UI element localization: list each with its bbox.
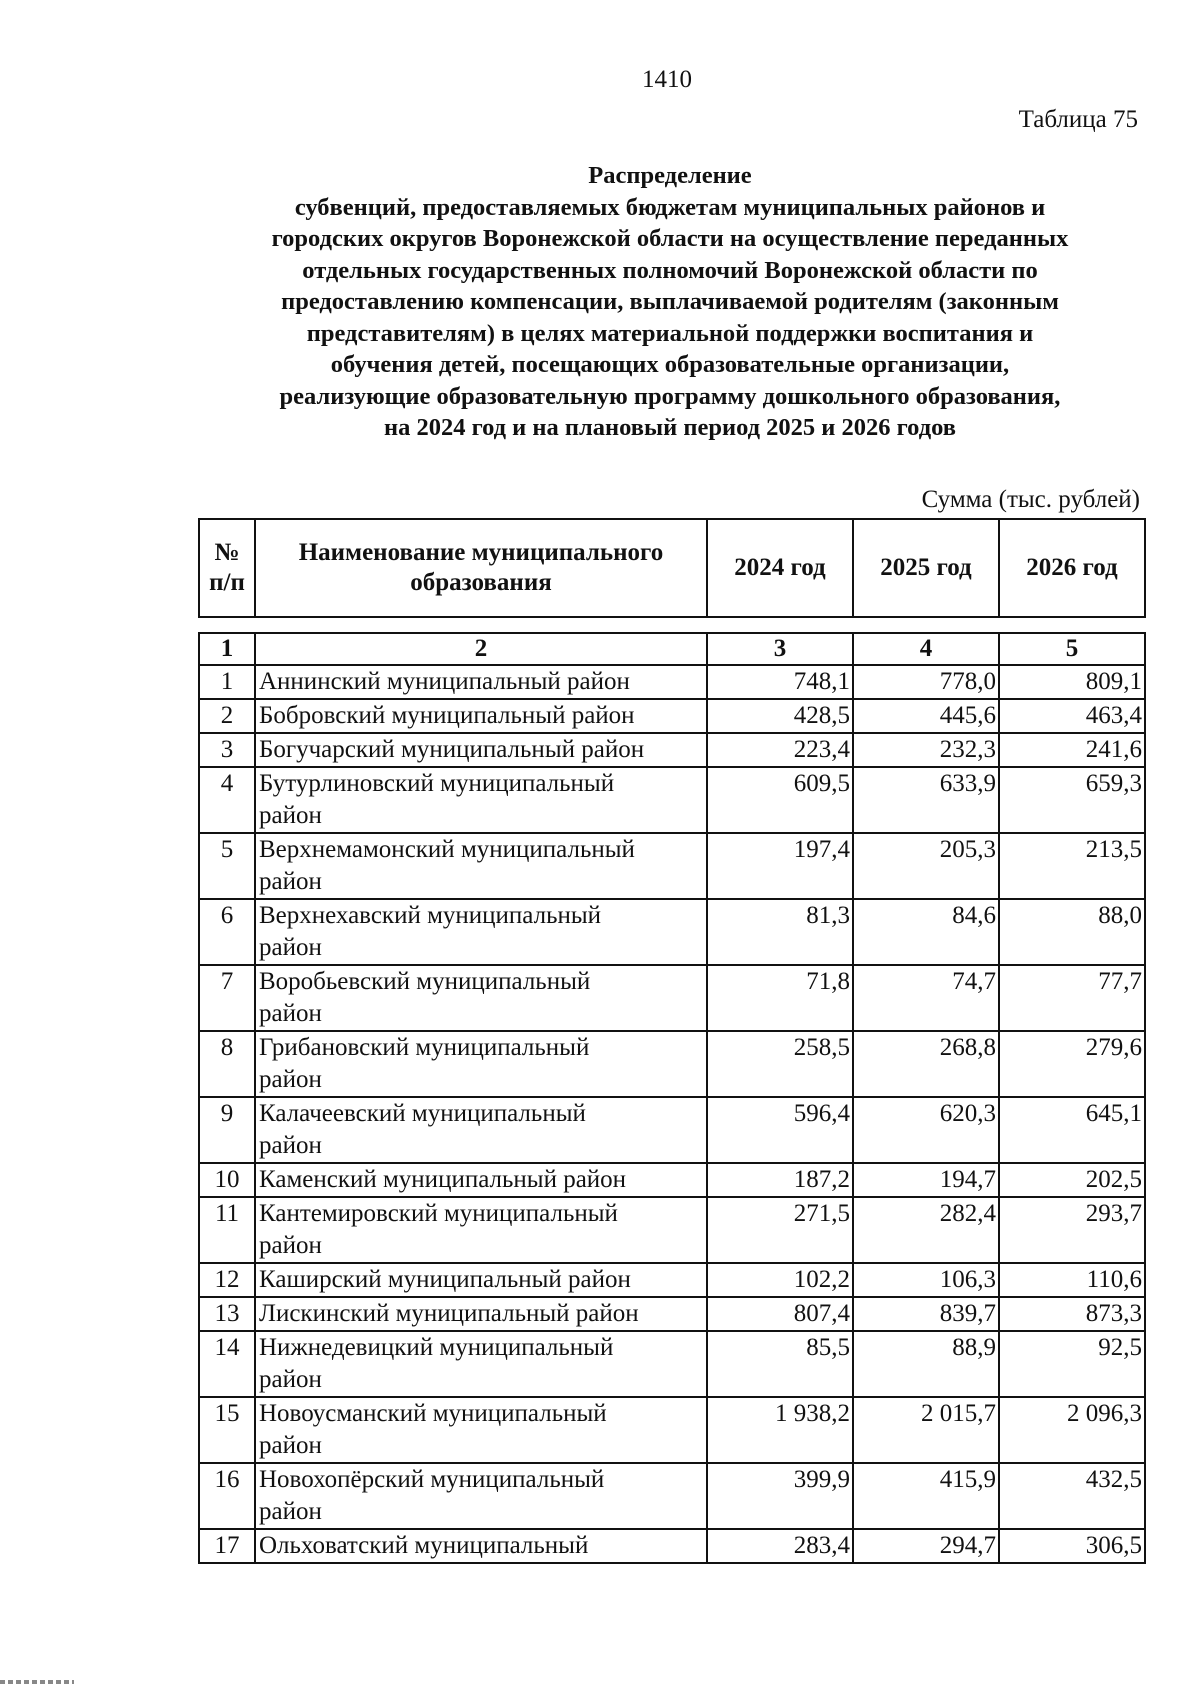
table-row bbox=[199, 1097, 1145, 1163]
header-2024: 2024 год bbox=[707, 519, 853, 617]
value-2025: 282,4 bbox=[853, 1197, 999, 1263]
municipality-name bbox=[255, 1097, 707, 1163]
title-line: представителям) в целях материальной поддержки воспитания и bbox=[306, 319, 1034, 347]
municipality-name bbox=[255, 1197, 707, 1263]
municipality-name-line1: Лискинский муниципальный район bbox=[259, 1300, 639, 1327]
value-2024: 258,5 bbox=[707, 1031, 853, 1097]
column-number: 2 bbox=[255, 633, 707, 665]
municipality-name-line2: район bbox=[259, 868, 322, 895]
municipality-name-line2: район bbox=[259, 802, 322, 829]
value-2024: 609,5 bbox=[707, 767, 853, 833]
value-2026: 202,5 bbox=[999, 1163, 1145, 1197]
municipality-name-line2: район bbox=[259, 1366, 322, 1393]
municipality-name-line2: район bbox=[259, 1066, 322, 1093]
row-number: 1 bbox=[199, 665, 255, 699]
value-2026: 306,5 bbox=[999, 1529, 1145, 1563]
column-number: 3 bbox=[707, 633, 853, 665]
municipality-name-line1: Верхнехавский муниципальный bbox=[259, 902, 602, 929]
header-row bbox=[199, 519, 1145, 617]
title-line: городских округов Воронежской области на осуществление переданных bbox=[271, 225, 1069, 252]
value-2026: 809,1 bbox=[999, 665, 1145, 699]
value-2024: 81,3 bbox=[707, 899, 853, 965]
table-row bbox=[199, 665, 1145, 699]
municipality-name bbox=[255, 1163, 707, 1197]
data-table bbox=[198, 632, 1146, 1564]
table-row bbox=[199, 1263, 1145, 1297]
title-line: отдельных государственных полномочий Воронежской области по bbox=[302, 256, 1038, 284]
municipality-name-line2: район bbox=[259, 934, 322, 961]
header-num-line2: п/п bbox=[209, 569, 245, 596]
table-row bbox=[199, 1463, 1145, 1529]
value-2026: 645,1 bbox=[999, 1097, 1145, 1163]
value-2024: 596,4 bbox=[707, 1097, 853, 1163]
table-row bbox=[199, 1197, 1145, 1263]
title-line: обучения детей, посещающих образовательные организации, bbox=[330, 351, 1010, 378]
municipality-name bbox=[255, 899, 707, 965]
value-2026: 873,3 bbox=[999, 1297, 1145, 1331]
value-2024: 428,5 bbox=[707, 699, 853, 733]
table-header bbox=[198, 518, 1146, 618]
value-2026: 2 096,3 bbox=[999, 1397, 1145, 1463]
title-line: реализующие образовательную программу дошкольного образования, bbox=[279, 382, 1061, 410]
municipality-name-line2: район bbox=[259, 1000, 322, 1027]
municipality-name bbox=[255, 1529, 707, 1563]
municipality-name-line1: Аннинский муниципальный район bbox=[259, 668, 630, 695]
header-name bbox=[255, 519, 707, 617]
municipality-name-line2: район bbox=[259, 1432, 322, 1459]
row-number: 9 bbox=[199, 1097, 255, 1163]
row-number: 3 bbox=[199, 733, 255, 767]
row-number: 17 bbox=[199, 1529, 255, 1563]
municipality-name-line1: Бобровский муниципальный район bbox=[259, 702, 635, 729]
table-row bbox=[199, 699, 1145, 733]
municipality-name bbox=[255, 1397, 707, 1463]
table-row bbox=[199, 965, 1145, 1031]
table-row bbox=[199, 1397, 1145, 1463]
municipality-name-line2: район bbox=[259, 1232, 322, 1259]
value-2025: 294,7 bbox=[853, 1529, 999, 1563]
title-line: Распределение bbox=[588, 162, 752, 189]
header-name-line2: образования bbox=[410, 569, 552, 596]
value-2025: 74,7 bbox=[853, 965, 999, 1031]
row-number: 6 bbox=[199, 899, 255, 965]
value-2026: 659,3 bbox=[999, 767, 1145, 833]
value-2026: 110,6 bbox=[999, 1263, 1145, 1297]
value-2024: 748,1 bbox=[707, 665, 853, 699]
municipality-name bbox=[255, 1031, 707, 1097]
municipality-name-line2: район bbox=[259, 1498, 322, 1525]
row-number: 11 bbox=[199, 1197, 255, 1263]
municipality-name bbox=[255, 733, 707, 767]
municipality-name-line1: Новоусманский муниципальный bbox=[259, 1400, 607, 1427]
table-row bbox=[199, 1163, 1145, 1197]
row-number: 13 bbox=[199, 1297, 255, 1331]
table-body bbox=[199, 633, 1145, 1563]
table-row bbox=[199, 1529, 1145, 1563]
table-label: Таблица 75 bbox=[1018, 106, 1138, 133]
value-2025: 839,7 bbox=[853, 1297, 999, 1331]
table-row bbox=[199, 1297, 1145, 1331]
units-label: Сумма (тыс. рублей) bbox=[921, 486, 1140, 513]
municipality-name-line1: Грибановский муниципальный bbox=[259, 1034, 590, 1061]
value-2026: 88,0 bbox=[999, 899, 1145, 965]
row-number: 7 bbox=[199, 965, 255, 1031]
row-number: 14 bbox=[199, 1331, 255, 1397]
table-row bbox=[199, 733, 1145, 767]
municipality-name-line1: Кантемировский муниципальный bbox=[259, 1200, 618, 1227]
value-2024: 1 938,2 bbox=[707, 1397, 853, 1463]
municipality-name bbox=[255, 833, 707, 899]
value-2025: 415,9 bbox=[853, 1463, 999, 1529]
scan-edge-mark bbox=[0, 1680, 74, 1684]
row-number: 8 bbox=[199, 1031, 255, 1097]
title-line: субвенций, предоставляемых бюджетам муниципальных районов и bbox=[294, 193, 1046, 221]
value-2026: 213,5 bbox=[999, 833, 1145, 899]
municipality-name-line1: Ольховатский муниципальный bbox=[259, 1532, 589, 1559]
municipality-name bbox=[255, 1331, 707, 1397]
value-2025: 88,9 bbox=[853, 1331, 999, 1397]
header-name-line1: Наименование муниципального bbox=[298, 539, 664, 566]
value-2025: 106,3 bbox=[853, 1263, 999, 1297]
column-number: 5 bbox=[999, 633, 1145, 665]
municipality-name-line1: Калачеевский муниципальный bbox=[259, 1100, 586, 1127]
value-2026: 432,5 bbox=[999, 1463, 1145, 1529]
column-number: 1 bbox=[199, 633, 255, 665]
municipality-name-line2: район bbox=[259, 1132, 322, 1159]
title-line: предоставлению компенсации, выплачиваемой родителям (законным bbox=[281, 288, 1059, 315]
municipality-name bbox=[255, 767, 707, 833]
municipality-name bbox=[255, 965, 707, 1031]
row-number: 15 bbox=[199, 1397, 255, 1463]
value-2024: 223,4 bbox=[707, 733, 853, 767]
municipality-name-line1: Нижнедевицкий муниципальный bbox=[259, 1334, 614, 1361]
value-2024: 283,4 bbox=[707, 1529, 853, 1563]
header-2025: 2025 год bbox=[853, 519, 999, 617]
municipality-name-line1: Верхнемамонский муниципальный bbox=[259, 836, 635, 863]
row-number: 5 bbox=[199, 833, 255, 899]
value-2026: 241,6 bbox=[999, 733, 1145, 767]
municipality-name-line1: Каширский муниципальный район bbox=[259, 1266, 631, 1293]
value-2024: 187,2 bbox=[707, 1163, 853, 1197]
value-2025: 778,0 bbox=[853, 665, 999, 699]
municipality-name bbox=[255, 1263, 707, 1297]
value-2025: 232,3 bbox=[853, 733, 999, 767]
municipality-name-line1: Воробьевский муниципальный bbox=[259, 968, 591, 995]
value-2024: 271,5 bbox=[707, 1197, 853, 1263]
value-2025: 194,7 bbox=[853, 1163, 999, 1197]
value-2025: 445,6 bbox=[853, 699, 999, 733]
header-num bbox=[199, 519, 255, 617]
table-row bbox=[199, 767, 1145, 833]
value-2025: 205,3 bbox=[853, 833, 999, 899]
value-2026: 77,7 bbox=[999, 965, 1145, 1031]
value-2026: 279,6 bbox=[999, 1031, 1145, 1097]
row-number: 12 bbox=[199, 1263, 255, 1297]
value-2024: 85,5 bbox=[707, 1331, 853, 1397]
value-2025: 268,8 bbox=[853, 1031, 999, 1097]
value-2025: 84,6 bbox=[853, 899, 999, 965]
value-2024: 71,8 bbox=[707, 965, 853, 1031]
row-number: 2 bbox=[199, 699, 255, 733]
value-2026: 92,5 bbox=[999, 1331, 1145, 1397]
table-row bbox=[199, 833, 1145, 899]
column-number: 4 bbox=[853, 633, 999, 665]
municipality-name-line1: Богучарский муниципальный район bbox=[259, 736, 645, 763]
municipality-name-line1: Каменский муниципальный район bbox=[259, 1166, 627, 1193]
municipality-name bbox=[255, 1297, 707, 1331]
row-number: 4 bbox=[199, 767, 255, 833]
row-number: 16 bbox=[199, 1463, 255, 1529]
municipality-name-line1: Бутурлиновский муниципальный bbox=[259, 770, 615, 797]
table-row bbox=[199, 1031, 1145, 1097]
title-line: на 2024 год и на плановый период 2025 и 2026 годов bbox=[383, 414, 956, 441]
row-number: 10 bbox=[199, 1163, 255, 1197]
column-number-row bbox=[199, 633, 1145, 665]
document-title bbox=[160, 160, 1180, 444]
value-2026: 463,4 bbox=[999, 699, 1145, 733]
value-2025: 620,3 bbox=[853, 1097, 999, 1163]
value-2024: 807,4 bbox=[707, 1297, 853, 1331]
header-2026: 2026 год bbox=[999, 519, 1145, 617]
value-2024: 102,2 bbox=[707, 1263, 853, 1297]
header-num-line1: № bbox=[214, 539, 240, 566]
value-2024: 197,4 bbox=[707, 833, 853, 899]
municipality-name bbox=[255, 699, 707, 733]
value-2025: 633,9 bbox=[853, 767, 999, 833]
value-2026: 293,7 bbox=[999, 1197, 1145, 1263]
table-row bbox=[199, 899, 1145, 965]
value-2024: 399,9 bbox=[707, 1463, 853, 1529]
page-number: 1410 bbox=[642, 66, 692, 93]
municipality-name bbox=[255, 1463, 707, 1529]
table-row bbox=[199, 1331, 1145, 1397]
municipality-name bbox=[255, 665, 707, 699]
value-2025: 2 015,7 bbox=[853, 1397, 999, 1463]
municipality-name-line1: Новохопёрский муниципальный bbox=[259, 1466, 605, 1493]
